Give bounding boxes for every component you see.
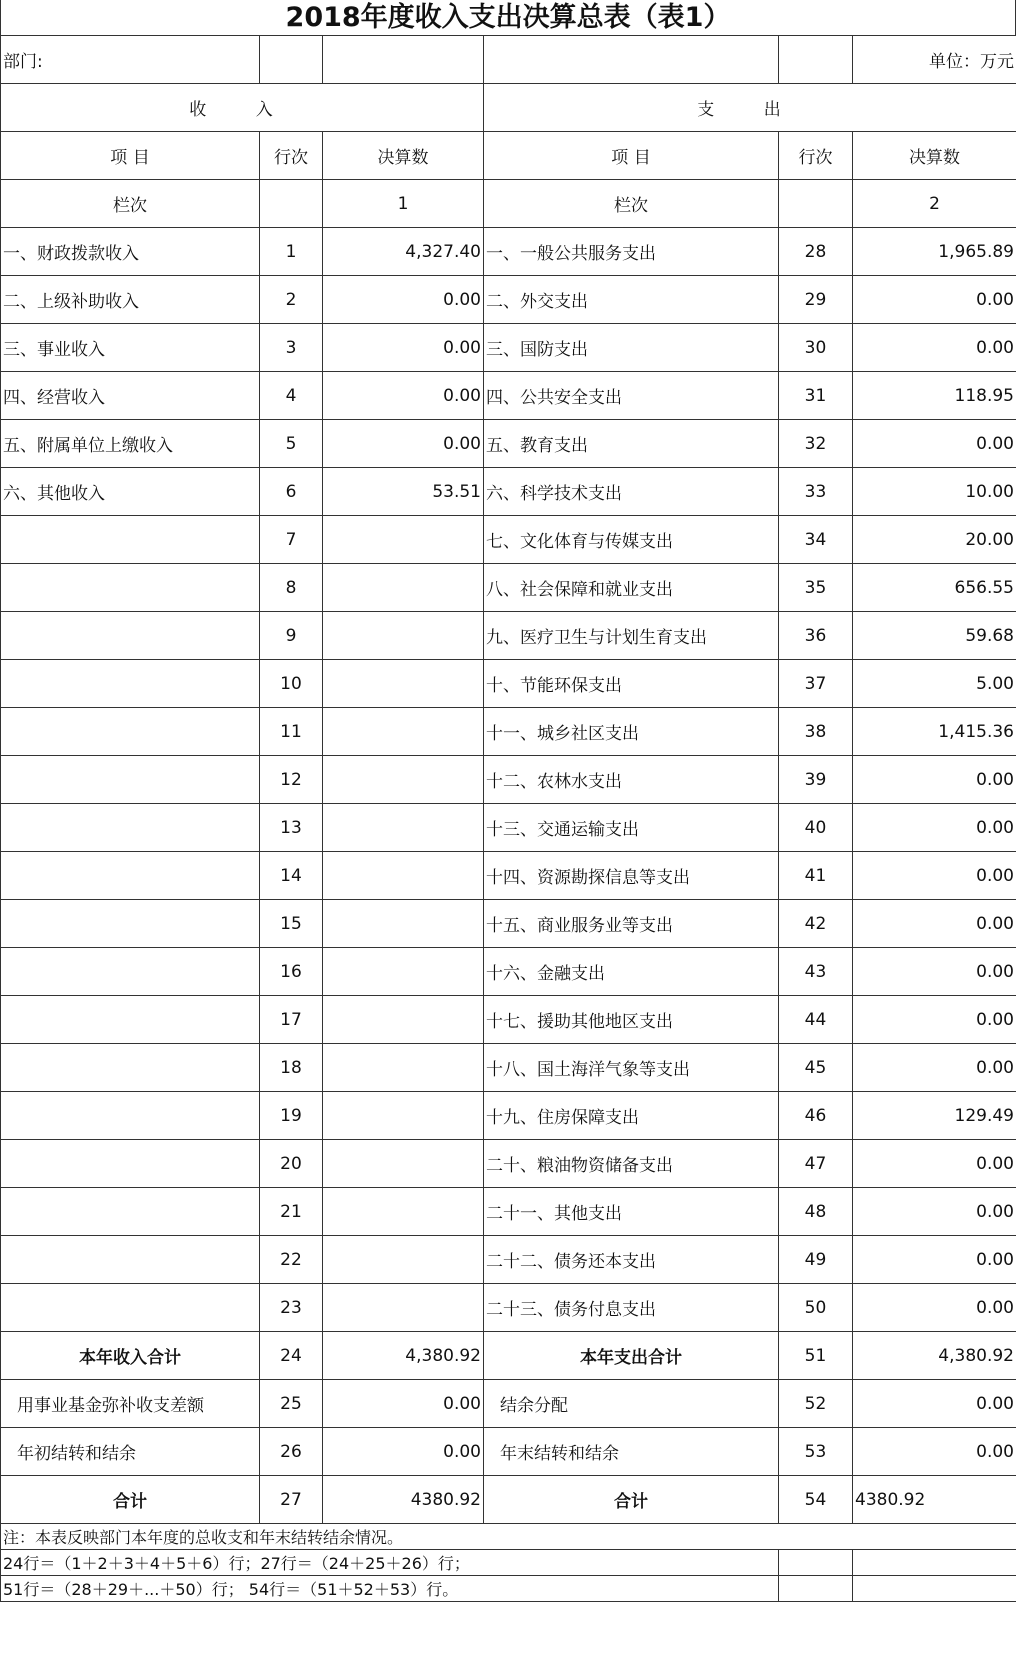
expense-item: 十八、国土海洋气象等支出: [484, 1044, 779, 1092]
table-row: [1, 804, 1016, 852]
income-item: 三、事业收入: [1, 324, 260, 372]
income-item: [1, 756, 260, 804]
income-amount: [323, 900, 484, 948]
income-item: [1, 1044, 260, 1092]
income-amount: [323, 660, 484, 708]
table-row: [1, 708, 1016, 756]
expense-amount: 59.68: [853, 612, 1016, 660]
income-line: 6: [260, 468, 323, 516]
expense-amount: 0.00: [853, 1236, 1016, 1284]
income-line: 1: [260, 228, 323, 276]
note-row: [1, 1524, 1016, 1550]
income-line: 8: [260, 564, 323, 612]
empty-cell: [779, 1550, 853, 1576]
table-row: [1, 1284, 1016, 1332]
expense-amount: 0.00: [853, 1044, 1016, 1092]
income-line: 16: [260, 948, 323, 996]
income-item: [1, 1236, 260, 1284]
expense-line: 39: [779, 756, 853, 804]
income-line: 14: [260, 852, 323, 900]
expense-amount: 656.55: [853, 564, 1016, 612]
lanci-row: [1, 180, 1016, 228]
table-row: [1, 372, 1016, 420]
empty-cell: [484, 36, 779, 84]
income-line: 10: [260, 660, 323, 708]
expense-header: 支 出: [484, 84, 1016, 132]
section-header-row: [1, 84, 1016, 132]
income-item: [1, 708, 260, 756]
column-header-row: [1, 132, 1016, 180]
expense-amount: 5.00: [853, 660, 1016, 708]
expense-line: 54: [779, 1476, 853, 1524]
expense-line: 50: [779, 1284, 853, 1332]
expense-amount: 0.00: [853, 756, 1016, 804]
expense-amount: 129.49: [853, 1092, 1016, 1140]
expense-line-header: 行次: [779, 132, 853, 180]
table-row: [1, 900, 1016, 948]
income-line: 23: [260, 1284, 323, 1332]
expense-amount: 0.00: [853, 948, 1016, 996]
expense-item: 十三、交通运输支出: [484, 804, 779, 852]
income-amount: 0.00: [323, 324, 484, 372]
income-amount: [323, 1092, 484, 1140]
summary-row: [1, 1428, 1016, 1476]
expense-line: 40: [779, 804, 853, 852]
expense-item: 结余分配: [484, 1380, 779, 1428]
income-item: [1, 996, 260, 1044]
income-item: [1, 1188, 260, 1236]
expense-amount: 118.95: [853, 372, 1016, 420]
expense-item: 一、一般公共服务支出: [484, 228, 779, 276]
expense-line: 41: [779, 852, 853, 900]
income-item: 一、财政拨款收入: [1, 228, 260, 276]
income-amount: [323, 1188, 484, 1236]
expense-item: 四、公共安全支出: [484, 372, 779, 420]
income-amount-header: 决算数: [323, 132, 484, 180]
expense-line: 31: [779, 372, 853, 420]
income-line: 15: [260, 900, 323, 948]
table-row: [1, 612, 1016, 660]
income-item: [1, 516, 260, 564]
formula-note: 24行＝（1＋2＋3＋4＋5＋6）行；27行＝（24＋25＋26）行；: [1, 1550, 779, 1576]
income-line: 22: [260, 1236, 323, 1284]
income-item: 五、附属单位上缴收入: [1, 420, 260, 468]
income-amount: [323, 1140, 484, 1188]
income-item: [1, 852, 260, 900]
table-row: [1, 756, 1016, 804]
empty-cell: [260, 36, 323, 84]
income-line-header: 行次: [260, 132, 323, 180]
empty-cell: [779, 36, 853, 84]
expense-line: 47: [779, 1140, 853, 1188]
income-line: 11: [260, 708, 323, 756]
unit-label: 单位：万元: [853, 36, 1016, 84]
table-row: [1, 564, 1016, 612]
income-amount: 4,380.92: [323, 1332, 484, 1380]
income-line: 27: [260, 1476, 323, 1524]
expense-amount: 0.00: [853, 1140, 1016, 1188]
table-row: [1, 324, 1016, 372]
income-line: 26: [260, 1428, 323, 1476]
income-item: [1, 804, 260, 852]
expense-item: 十五、商业服务业等支出: [484, 900, 779, 948]
table-row: [1, 660, 1016, 708]
expense-line: 52: [779, 1380, 853, 1428]
income-line: 20: [260, 1140, 323, 1188]
expense-item: 十六、金融支出: [484, 948, 779, 996]
expense-amount-header: 决算数: [853, 132, 1016, 180]
summary-row: [1, 1380, 1016, 1428]
expense-item-header: 项 目: [484, 132, 779, 180]
empty-cell: [779, 180, 853, 228]
income-item: 本年收入合计: [1, 1332, 260, 1380]
income-item: [1, 564, 260, 612]
dept-row: [1, 36, 1016, 84]
income-amount: [323, 1044, 484, 1092]
expense-item: 二十一、其他支出: [484, 1188, 779, 1236]
table-row: [1, 948, 1016, 996]
income-line: 24: [260, 1332, 323, 1380]
expense-item: 二、外交支出: [484, 276, 779, 324]
table-row: [1, 420, 1016, 468]
budget-table: [0, 35, 1016, 1602]
expense-amount: 0.00: [853, 276, 1016, 324]
expense-amount: 4,380.92: [853, 1332, 1016, 1380]
expense-item: 二十三、债务付息支出: [484, 1284, 779, 1332]
income-amount: 4,327.40: [323, 228, 484, 276]
expense-line: 42: [779, 900, 853, 948]
income-item: [1, 1092, 260, 1140]
lanci-label: 栏次: [484, 180, 779, 228]
income-amount: [323, 1236, 484, 1284]
income-item: 二、上级补助收入: [1, 276, 260, 324]
expense-line: 49: [779, 1236, 853, 1284]
expense-amount: 0.00: [853, 1428, 1016, 1476]
expense-item: 二十、粮油物资储备支出: [484, 1140, 779, 1188]
empty-cell: [779, 1576, 853, 1602]
expense-amount: 10.00: [853, 468, 1016, 516]
income-line: 9: [260, 612, 323, 660]
expense-line: 48: [779, 1188, 853, 1236]
summary-row: [1, 1332, 1016, 1380]
income-amount: 0.00: [323, 372, 484, 420]
income-amount: [323, 852, 484, 900]
income-line: 21: [260, 1188, 323, 1236]
expense-line: 35: [779, 564, 853, 612]
expense-item: 五、教育支出: [484, 420, 779, 468]
expense-item: 二十二、债务还本支出: [484, 1236, 779, 1284]
expense-amount: 0.00: [853, 324, 1016, 372]
expense-line: 44: [779, 996, 853, 1044]
income-amount: [323, 756, 484, 804]
expense-amount: 0.00: [853, 852, 1016, 900]
expense-amount: 0.00: [853, 804, 1016, 852]
expense-amount: 20.00: [853, 516, 1016, 564]
income-amount: 0.00: [323, 276, 484, 324]
expense-item: 十一、城乡社区支出: [484, 708, 779, 756]
report-title: 2018年度收入支出决算总表（表1）: [0, 0, 1016, 35]
income-amount: 0.00: [323, 1428, 484, 1476]
expense-amount: 1,415.36: [853, 708, 1016, 756]
income-line: 13: [260, 804, 323, 852]
expense-line: 51: [779, 1332, 853, 1380]
table-row: [1, 1092, 1016, 1140]
table-row: [1, 1140, 1016, 1188]
income-line: 4: [260, 372, 323, 420]
lanci-label: 栏次: [1, 180, 260, 228]
income-amount: [323, 996, 484, 1044]
expense-item: 三、国防支出: [484, 324, 779, 372]
income-amount: 0.00: [323, 420, 484, 468]
income-amount: 0.00: [323, 1380, 484, 1428]
expense-line: 46: [779, 1092, 853, 1140]
expense-line: 32: [779, 420, 853, 468]
income-item: [1, 1140, 260, 1188]
expense-line: 43: [779, 948, 853, 996]
expense-amount: 1,965.89: [853, 228, 1016, 276]
expense-amount: 0.00: [853, 1284, 1016, 1332]
table-row: [1, 1188, 1016, 1236]
dept-label: 部门:: [1, 36, 260, 84]
table-row: [1, 228, 1016, 276]
table-row: [1, 852, 1016, 900]
expense-amount: 0.00: [853, 900, 1016, 948]
income-item: [1, 948, 260, 996]
expense-amount: 0.00: [853, 996, 1016, 1044]
table-row: [1, 468, 1016, 516]
empty-cell: [260, 180, 323, 228]
formula-note: 51行＝（28＋29＋...＋50）行； 54行＝（51＋52＋53）行。: [1, 1576, 779, 1602]
income-col-number: 1: [323, 180, 484, 228]
income-amount: [323, 708, 484, 756]
income-amount: 4380.92: [323, 1476, 484, 1524]
income-item-header: 项 目: [1, 132, 260, 180]
table-row: [1, 516, 1016, 564]
expense-line: 38: [779, 708, 853, 756]
income-item: 用事业基金弥补收支差额: [1, 1380, 260, 1428]
income-line: 18: [260, 1044, 323, 1092]
income-line: 17: [260, 996, 323, 1044]
income-line: 5: [260, 420, 323, 468]
expense-item: 十二、农林水支出: [484, 756, 779, 804]
expense-line: 33: [779, 468, 853, 516]
income-amount: [323, 804, 484, 852]
expense-amount: 0.00: [853, 420, 1016, 468]
income-line: 2: [260, 276, 323, 324]
expense-line: 34: [779, 516, 853, 564]
expense-line: 29: [779, 276, 853, 324]
income-header: 收 入: [1, 84, 484, 132]
income-item: 六、其他收入: [1, 468, 260, 516]
note-text: 注：本表反映部门本年度的总收支和年末结转结余情况。: [1, 1524, 1016, 1550]
table-row: [1, 996, 1016, 1044]
table-row: [1, 1044, 1016, 1092]
table-row: [1, 276, 1016, 324]
income-amount: [323, 564, 484, 612]
summary-row: [1, 1476, 1016, 1524]
expense-amount: 4380.92: [853, 1476, 1016, 1524]
expense-item: 七、文化体育与传媒支出: [484, 516, 779, 564]
income-amount: [323, 516, 484, 564]
income-amount: [323, 948, 484, 996]
expense-col-number: 2: [853, 180, 1016, 228]
expense-item: 八、社会保障和就业支出: [484, 564, 779, 612]
income-item: [1, 612, 260, 660]
expense-item: 合计: [484, 1476, 779, 1524]
expense-item: 九、医疗卫生与计划生育支出: [484, 612, 779, 660]
income-line: 19: [260, 1092, 323, 1140]
income-item: 合计: [1, 1476, 260, 1524]
expense-item: 十九、住房保障支出: [484, 1092, 779, 1140]
expense-amount: 0.00: [853, 1188, 1016, 1236]
expense-item: 十四、资源勘探信息等支出: [484, 852, 779, 900]
expense-item: 十七、援助其他地区支出: [484, 996, 779, 1044]
note-row: [1, 1550, 1016, 1576]
note-row: [1, 1576, 1016, 1602]
income-amount: 53.51: [323, 468, 484, 516]
income-item: 年初结转和结余: [1, 1428, 260, 1476]
income-line: 25: [260, 1380, 323, 1428]
expense-item: 本年支出合计: [484, 1332, 779, 1380]
expense-line: 30: [779, 324, 853, 372]
expense-item: 十、节能环保支出: [484, 660, 779, 708]
table-row: [1, 1236, 1016, 1284]
income-item: [1, 900, 260, 948]
expense-line: 45: [779, 1044, 853, 1092]
income-item: [1, 660, 260, 708]
income-line: 12: [260, 756, 323, 804]
income-item: 四、经营收入: [1, 372, 260, 420]
empty-cell: [323, 36, 484, 84]
expense-item: 六、科学技术支出: [484, 468, 779, 516]
income-amount: [323, 612, 484, 660]
income-item: [1, 1284, 260, 1332]
income-line: 3: [260, 324, 323, 372]
empty-cell: [853, 1550, 1016, 1576]
expense-line: 36: [779, 612, 853, 660]
expense-line: 28: [779, 228, 853, 276]
empty-cell: [853, 1576, 1016, 1602]
income-amount: [323, 1284, 484, 1332]
income-line: 7: [260, 516, 323, 564]
expense-item: 年末结转和结余: [484, 1428, 779, 1476]
expense-line: 53: [779, 1428, 853, 1476]
expense-amount: 0.00: [853, 1380, 1016, 1428]
expense-line: 37: [779, 660, 853, 708]
